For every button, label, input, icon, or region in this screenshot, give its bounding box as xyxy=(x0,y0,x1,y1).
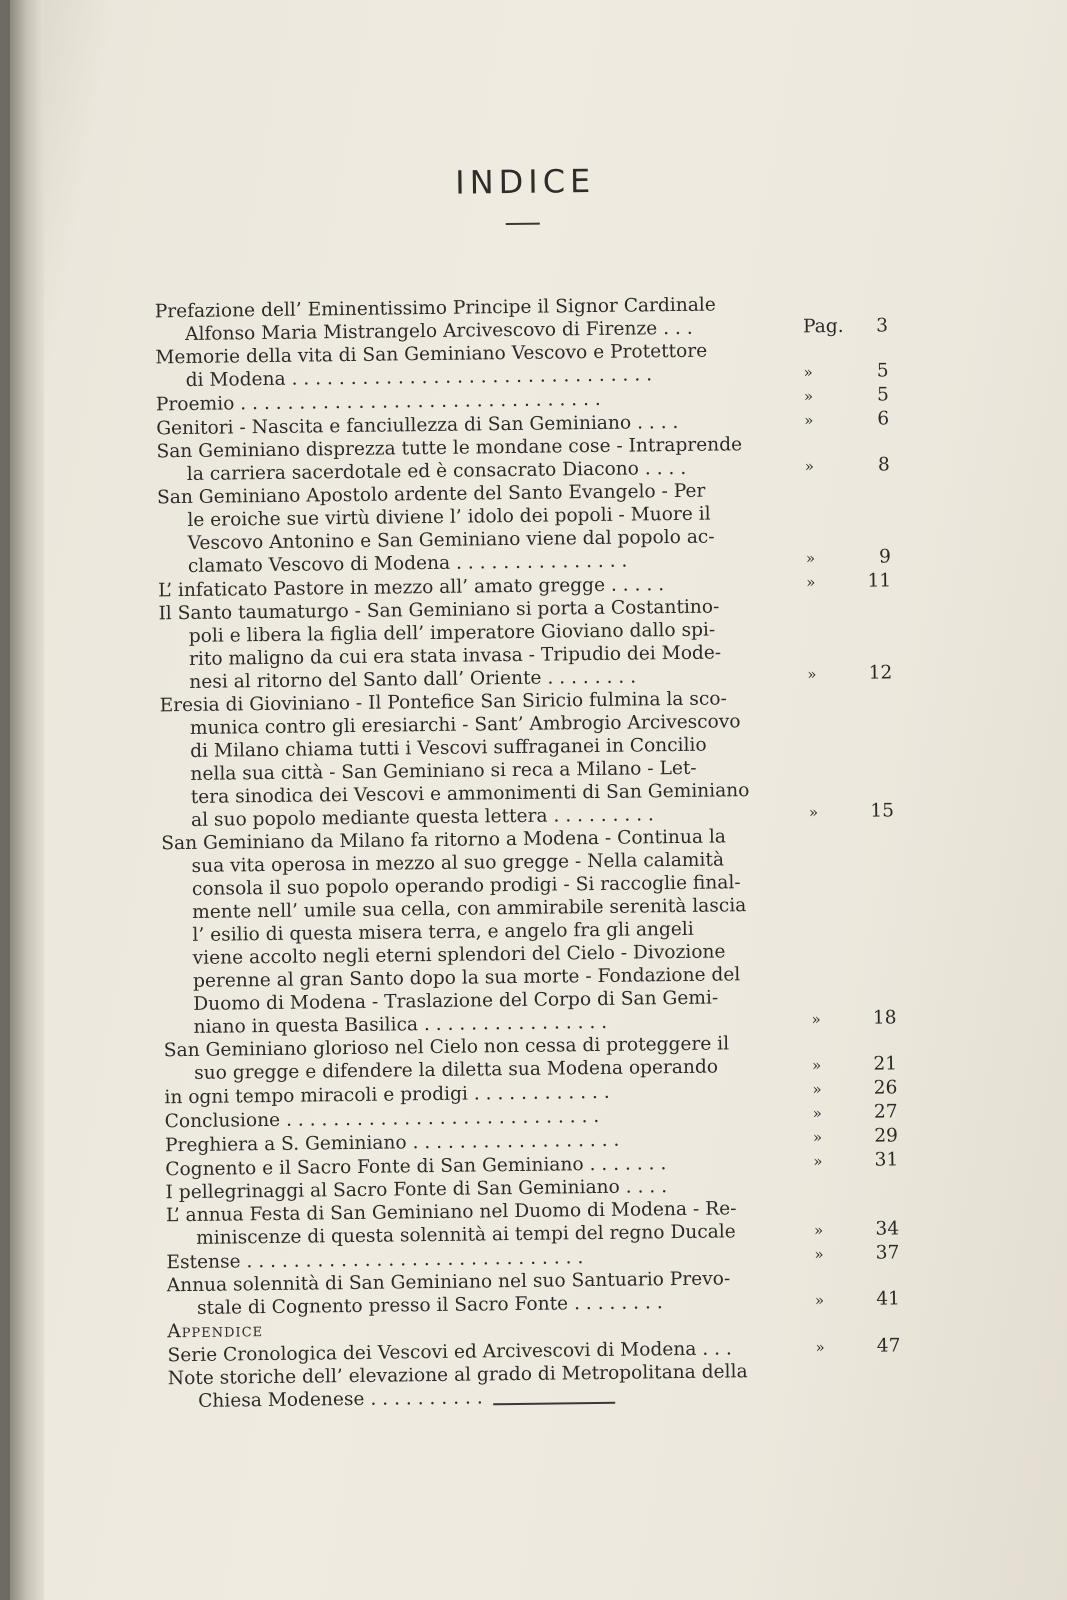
toc-entry-line: Preghiera a S. Geminiano . . . . . . . . . . . . . . . . . . xyxy=(164,1129,620,1157)
toc-entry-line: Serie Cronologica dei Vescovi ed Arcivescovi di Modena . . . xyxy=(167,1338,732,1367)
toc-entry-page xyxy=(785,314,890,338)
toc-entry-page xyxy=(787,453,892,478)
toc-entry-line: Il Santo taumaturgo - San Geminiano si porta a Costantino- xyxy=(158,596,720,625)
toc-entry-line: San Geminiano glorioso nel Cielo non cessa di proteggere il xyxy=(163,1033,730,1062)
toc-entry-line: Chiesa Modenese . . . . . . . . . . xyxy=(198,1387,483,1412)
toc-entry xyxy=(160,685,897,832)
toc-entry-line: viene accolto negli eterni splendori del Cielo - Divozione xyxy=(192,941,726,969)
toc-entry xyxy=(155,337,891,392)
toc-entry-line: Cognento e il Sacro Fonte di San Geminiano . . . . . . . xyxy=(165,1153,667,1181)
toc-entry-page xyxy=(795,1100,900,1125)
page-number: 29 xyxy=(874,1125,899,1147)
toc-entry-title xyxy=(155,339,786,393)
toc-entry-page xyxy=(786,407,891,432)
toc-entry-page xyxy=(788,569,893,594)
table-of-contents xyxy=(155,291,904,1413)
toc-entry-page xyxy=(793,1006,898,1031)
page-marker: » xyxy=(811,1056,822,1075)
page-marker: » xyxy=(808,803,819,822)
toc-entry-line: munica contro gli eresiarchi - Sant’ Ambrogio Arcivescovo xyxy=(189,711,741,739)
toc-entry-line: nesi al ritorno del Santo dall’ Oriente . . . . . . . . xyxy=(189,666,637,693)
page-marker: » xyxy=(806,573,816,592)
page-number: 12 xyxy=(868,662,893,684)
page-marker: » xyxy=(804,457,815,476)
toc-entry-page xyxy=(794,1052,899,1077)
toc-entry-line: le eroiche sue virtù diviene l’ idolo dei popoli - Muore il xyxy=(187,503,711,531)
page-marker: » xyxy=(813,1221,824,1240)
page-marker: » xyxy=(804,411,814,430)
page-title: INDICE xyxy=(455,161,596,202)
toc-entry-page xyxy=(786,383,891,408)
toc-entry-page xyxy=(794,1076,899,1101)
toc-entry-line: consola il suo popolo operando prodigi - Si raccoglie final- xyxy=(191,872,741,900)
toc-entry-line: Vescovo Antonino e San Geminiano viene dal popolo ac- xyxy=(187,526,715,554)
toc-entry-line: niano in questa Basilica . . . . . . . . . . . . . . . . xyxy=(193,1011,608,1038)
page-number: 31 xyxy=(874,1149,899,1171)
toc-entry-title xyxy=(164,1032,795,1086)
toc-entry-line: clamato Vescovo di Modena . . . . . . . . . . . . . . . xyxy=(187,550,628,577)
toc-entry-line: di Milano chiama tutti i Vescovi suffraganei in Concilio xyxy=(190,734,707,762)
page-marker: » xyxy=(803,363,813,382)
page-marker: » xyxy=(814,1291,825,1310)
toc-entry-page xyxy=(798,1404,903,1405)
page-number: 5 xyxy=(876,384,890,406)
toc-entry-line: tera sinodica dei Vescovi e ammonimenti di San Geminiano xyxy=(190,780,750,808)
appendix-heading-text: Appendice xyxy=(167,1320,264,1343)
toc-entry-page xyxy=(797,1334,902,1359)
page-number: 6 xyxy=(877,408,890,430)
page-number: 8 xyxy=(877,454,890,476)
page-number: 34 xyxy=(875,1218,900,1240)
page-number: 37 xyxy=(875,1242,900,1264)
toc-entry-title xyxy=(166,1197,797,1251)
toc-entry-page xyxy=(788,545,893,570)
page-marker: » xyxy=(812,1080,822,1099)
toc-entry-page xyxy=(796,1241,901,1266)
toc-entry-title xyxy=(157,479,788,579)
toc-entry-line: Annua solennità di San Geminiano nel suo Santuario Prevo- xyxy=(166,1268,731,1297)
page-marker: » xyxy=(814,1245,824,1264)
toc-entry xyxy=(161,823,898,1039)
toc-entry-line: rito maligno da cui era stata invasa - Tripudio dei Mode- xyxy=(188,642,722,670)
toc-entry-page xyxy=(785,359,890,384)
toc-entry-line: perenne al gran Santo dopo la sua morte - Fondazione del xyxy=(192,964,741,992)
toc-entry-title xyxy=(168,1360,799,1414)
title-divider xyxy=(506,223,540,225)
page-marker: » xyxy=(807,665,817,684)
toc-entry-line: Duomo di Modena - Traslazione del Corpo di San Gemi- xyxy=(193,987,719,1015)
toc-entry-line: L’ infaticato Pastore in mezzo all’ amato gregge . . . . . xyxy=(158,574,665,602)
toc-entry-page xyxy=(795,1148,900,1173)
toc-entry-title xyxy=(161,825,793,1040)
page-marker: » xyxy=(815,1338,825,1357)
page-number: 47 xyxy=(876,1335,901,1357)
page-number: 41 xyxy=(876,1288,901,1310)
toc-entry-line: Note storiche dell’ elevazione al grado di Metropolitana della xyxy=(167,1361,748,1390)
page-number: 27 xyxy=(873,1101,898,1123)
toc-entry-page xyxy=(795,1124,900,1149)
toc-entry xyxy=(167,1265,903,1320)
toc-entry-line: San Geminiano Apostolo ardente del Santo Evangelo - Per xyxy=(156,480,706,509)
toc-entry-line: poli e libera la figlia dell’ imperatore Gioviano dallo spi- xyxy=(188,619,716,647)
toc-entry-title xyxy=(155,293,786,347)
toc-entry-line: Prefazione dell’ Eminentissimo Principe il Signor Cardinale xyxy=(154,294,716,323)
page-number: 9 xyxy=(878,546,892,568)
toc-entry-line: miniscenze di questa solennità ai tempi del regno Ducale xyxy=(196,1221,736,1249)
page-marker: » xyxy=(803,387,814,406)
page-marker: » xyxy=(812,1128,823,1147)
toc-entry-line: mente nell’ umile sua cella, con ammirabile serenità lascia xyxy=(192,895,747,923)
page-number: 11 xyxy=(867,570,892,592)
toc-entry-title xyxy=(156,433,787,487)
toc-entry-line: di Modena . . . . . . . . . . . . . . . . . . . . . . . . . . . . . . . xyxy=(185,364,653,391)
page-marker: » xyxy=(813,1152,823,1171)
toc-entry-line: I pellegrinaggi al Sacro Fonte di San Geminiano . . . . xyxy=(165,1176,668,1204)
toc-entry xyxy=(164,1030,900,1085)
toc-entry-title xyxy=(160,687,792,833)
page-number: 21 xyxy=(873,1053,898,1075)
toc-entry-page xyxy=(789,661,894,686)
toc-entry-page xyxy=(797,1287,902,1312)
toc-entry-line: nella sua città - San Geminiano si reca a Milano - Let- xyxy=(190,757,697,785)
toc-entry-line: L’ annua Festa di San Geminiano nel Duomo di Modena - Re- xyxy=(165,1198,737,1227)
toc-entry-line: la carriera sacerdotale ed è consacrato Diacono . . . . xyxy=(186,457,687,485)
toc-entry-line: San Geminiano disprezza tutte le mondane cose - Intraprende xyxy=(156,434,743,463)
page-content xyxy=(10,0,1067,1600)
toc-entry-line: sua vita operosa in mezzo al suo gregge - Nella calamità xyxy=(191,849,725,877)
toc-entry-line: Proemio . . . . . . . . . . . . . . . . . . . . . . . . . . . . . . . xyxy=(155,388,601,416)
page-marker: » xyxy=(811,1010,821,1029)
toc-entry-line: Estense . . . . . . . . . . . . . . . . . . . . . . . . . . . . . xyxy=(166,1247,584,1274)
toc-entry-line: Alfonso Maria Mistrangelo Arcivescovo di Firenze . . . xyxy=(184,317,693,345)
toc-entry xyxy=(168,1358,904,1413)
page-marker: » xyxy=(812,1104,822,1123)
toc-entry-line: Conclusione . . . . . . . . . . . . . . . . . . . . . . . . . . . xyxy=(164,1105,600,1133)
toc-entry-line: San Geminiano da Milano fa ritorno a Modena - Continua la xyxy=(161,826,727,855)
page-marker: » xyxy=(805,549,816,568)
page-number: 3 xyxy=(876,315,889,337)
toc-entry-line: in ogni tempo miracoli e prodigi . . . . . . . . . . . . xyxy=(164,1081,610,1109)
toc-entry-line: suo gregge e difendere la diletta sua Modena operando xyxy=(194,1056,719,1084)
book-page xyxy=(10,0,1067,1600)
toc-entry-line: Eresia di Gioviniano - Il Pontefice San Siricio fulmina la sco- xyxy=(159,688,727,717)
toc-entry xyxy=(166,1195,902,1250)
toc-entry xyxy=(158,593,894,694)
page-number: 18 xyxy=(872,1007,897,1029)
page-number: 15 xyxy=(870,800,895,822)
page-number: 26 xyxy=(873,1077,898,1099)
toc-entry-line: al suo popolo mediante questa lettera . . . . . . . . . xyxy=(190,804,655,831)
toc-entry-page xyxy=(791,799,896,824)
toc-entry-line: l’ esilio di questa misera terra, e angelo fra gli angeli xyxy=(192,918,694,946)
page-number: 5 xyxy=(876,360,889,382)
page-marker: Pag. xyxy=(802,315,844,338)
toc-entry-page xyxy=(796,1217,901,1242)
toc-entry-line: Memorie della vita di San Geminiano Vescovo e Protettore xyxy=(155,340,708,369)
toc-entry xyxy=(157,477,893,578)
toc-entry-line: stale di Cognento presso il Sacro Fonte . . . . . . . . xyxy=(196,1292,663,1319)
toc-entry-title xyxy=(167,1267,798,1321)
toc-entry-title xyxy=(158,595,789,695)
toc-entry-line: Genitori - Nascita e fanciullezza di San Geminiano . . . . xyxy=(156,411,679,440)
